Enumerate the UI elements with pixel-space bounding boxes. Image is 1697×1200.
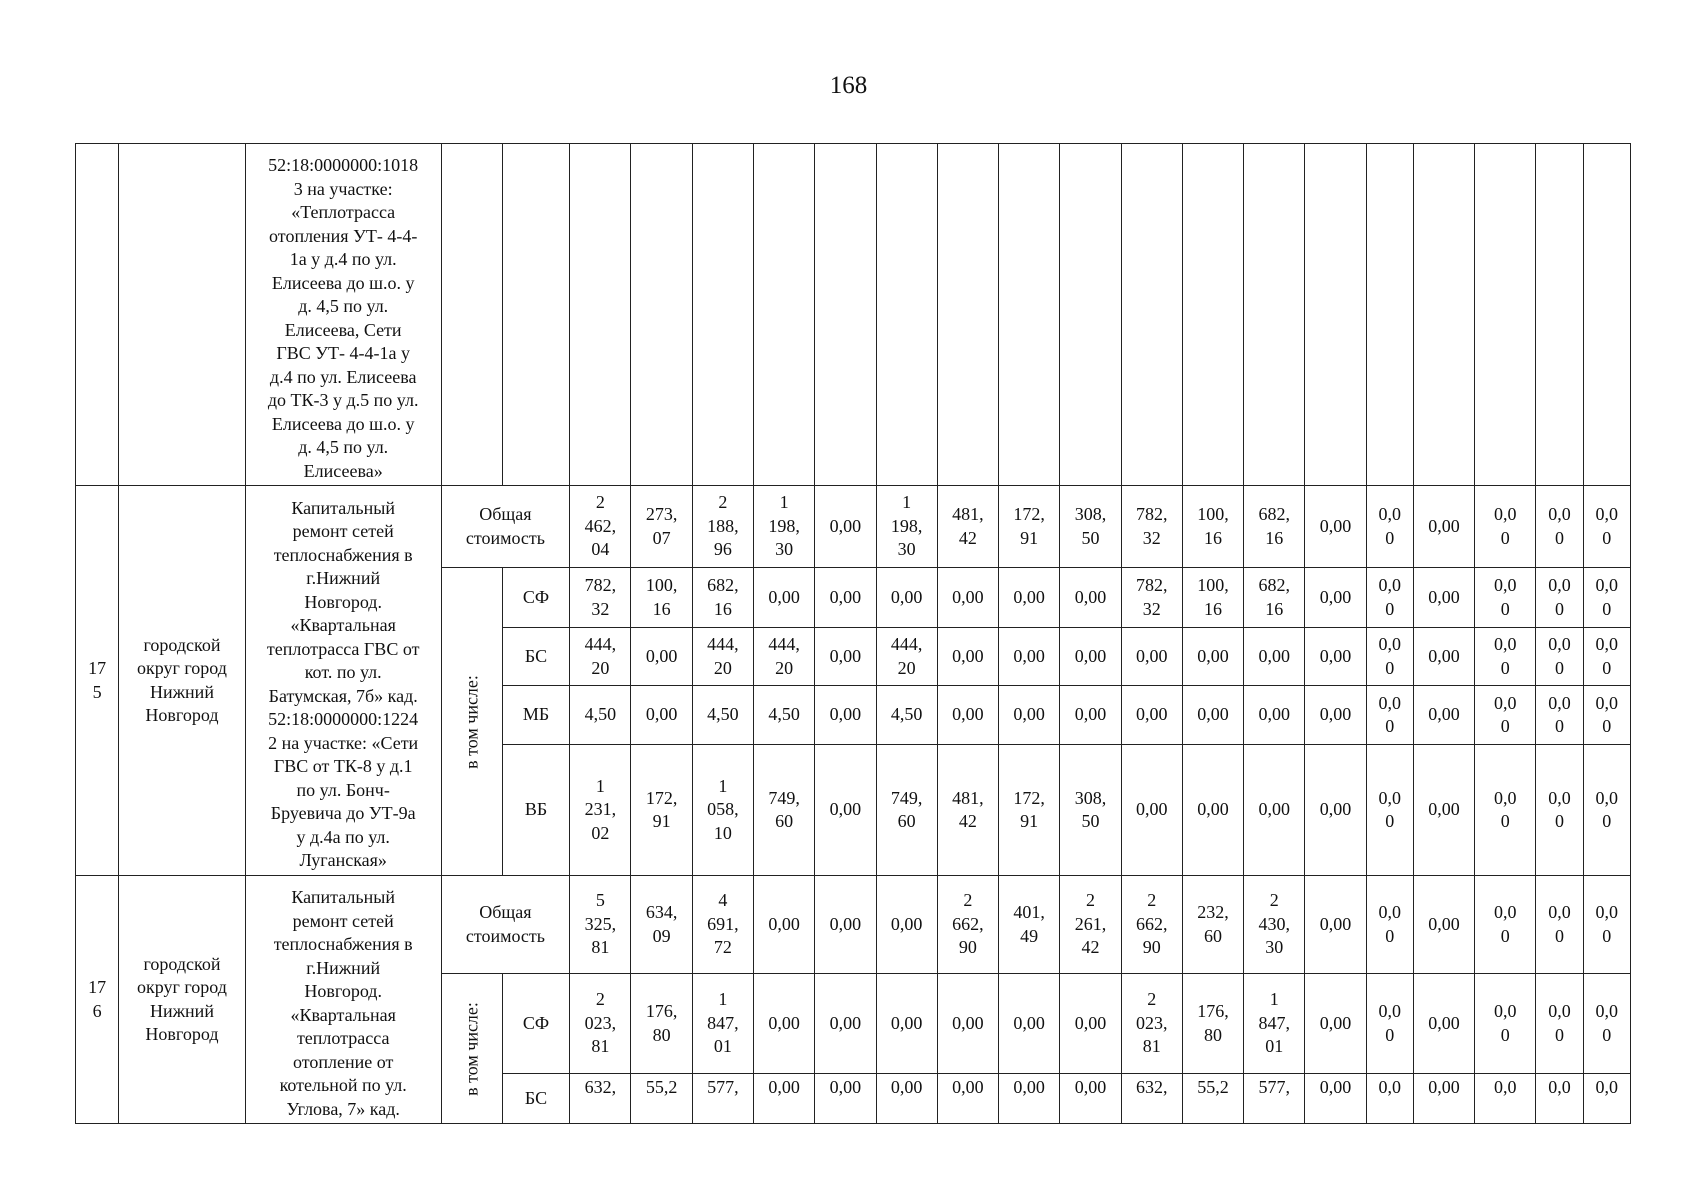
value-cell bbox=[815, 144, 876, 486]
value-cell: 0,00 bbox=[1060, 974, 1121, 1074]
value-cell: 444, 20 bbox=[692, 628, 753, 686]
value-cell: 0,00 bbox=[1413, 876, 1474, 974]
value-cell: 0,00 bbox=[1413, 628, 1474, 686]
value-cell bbox=[1413, 144, 1474, 486]
value-cell: 749, 60 bbox=[876, 745, 937, 876]
value-cell: 2 261, 42 bbox=[1060, 876, 1121, 974]
value-cell: 0,00 bbox=[1413, 974, 1474, 1074]
value-cell: 0,00 bbox=[937, 686, 998, 745]
value-cell: 1 847, 01 bbox=[692, 974, 753, 1074]
value-cell: 0,00 bbox=[753, 876, 814, 974]
municipality-cell: городской округ город Нижний Новгород bbox=[119, 876, 246, 1124]
value-cell: 0,00 bbox=[1413, 686, 1474, 745]
value-cell: 0,00 bbox=[1121, 686, 1182, 745]
funding-source-label: ВБ bbox=[502, 745, 569, 876]
funding-source-label: БС bbox=[502, 628, 569, 686]
value-cell: 172, 91 bbox=[999, 745, 1060, 876]
value-cell: 0,0 0 bbox=[1475, 686, 1536, 745]
value-cell: 0,00 bbox=[815, 568, 876, 628]
value-cell: 0,0 0 bbox=[1536, 745, 1583, 876]
label-cell bbox=[441, 144, 502, 486]
value-cell: 481, 42 bbox=[937, 486, 998, 568]
value-cell: 2 662, 90 bbox=[1121, 876, 1182, 974]
value-cell: 682, 16 bbox=[692, 568, 753, 628]
value-cell: 0,00 bbox=[999, 974, 1060, 1074]
value-cell: 172, 91 bbox=[631, 745, 692, 876]
value-cell: 682, 16 bbox=[1244, 568, 1305, 628]
value-cell: 0,00 bbox=[1182, 745, 1243, 876]
value-cell: 0,0 0 bbox=[1475, 486, 1536, 568]
value-cell: 0,0 0 bbox=[1475, 745, 1536, 876]
value-cell: 0,0 0 bbox=[1536, 628, 1583, 686]
value-cell: 0,00 bbox=[815, 876, 876, 974]
record-number: 17 5 bbox=[76, 486, 119, 876]
value-cell: 632, bbox=[1121, 1074, 1182, 1124]
value-cell: 782, 32 bbox=[570, 568, 631, 628]
value-cell: 481, 42 bbox=[937, 745, 998, 876]
value-cell bbox=[1244, 144, 1305, 486]
value-cell: 0,00 bbox=[815, 974, 876, 1074]
value-cell: 0,00 bbox=[815, 686, 876, 745]
value-cell: 0,00 bbox=[1182, 686, 1243, 745]
table-row bbox=[76, 876, 1631, 974]
value-cell: 1 847, 01 bbox=[1244, 974, 1305, 1074]
value-cell: 0,00 bbox=[1413, 745, 1474, 876]
value-cell: 0,00 bbox=[937, 628, 998, 686]
value-cell: 0,0 0 bbox=[1366, 486, 1413, 568]
value-cell: 1 198, 30 bbox=[876, 486, 937, 568]
value-cell: 0,0 bbox=[1583, 1074, 1630, 1124]
value-cell bbox=[937, 144, 998, 486]
value-cell bbox=[692, 144, 753, 486]
value-cell: 0,00 bbox=[1060, 568, 1121, 628]
including-label-text: в том числе: bbox=[461, 1001, 481, 1096]
funding-source-label: БС bbox=[502, 1074, 569, 1124]
value-cell: 5 325, 81 bbox=[570, 876, 631, 974]
value-cell: 0,00 bbox=[876, 1074, 937, 1124]
value-cell: 0,0 0 bbox=[1536, 568, 1583, 628]
total-cost-label: Общая стоимость bbox=[441, 876, 570, 974]
value-cell bbox=[1536, 144, 1583, 486]
value-cell: 0,0 0 bbox=[1583, 686, 1630, 745]
value-cell: 0,0 0 bbox=[1583, 745, 1630, 876]
value-cell: 0,00 bbox=[1121, 628, 1182, 686]
table-row bbox=[76, 486, 1631, 568]
value-cell: 4,50 bbox=[692, 686, 753, 745]
value-cell: 0,00 bbox=[753, 568, 814, 628]
value-cell: 0,0 0 bbox=[1366, 568, 1413, 628]
description-cell: Капитальный ремонт сетей теплоснабжения в г.Нижний Новгород. «Квартальная теплотрасса отопление от котельной по ул. Углова, 7» кад. bbox=[245, 876, 441, 1124]
value-cell: 444, 20 bbox=[570, 628, 631, 686]
value-cell: 632, bbox=[570, 1074, 631, 1124]
value-cell: 0,0 0 bbox=[1583, 568, 1630, 628]
value-cell: 782, 32 bbox=[1121, 568, 1182, 628]
value-cell: 0,00 bbox=[815, 628, 876, 686]
value-cell: 0,00 bbox=[1305, 568, 1366, 628]
value-cell: 0,0 0 bbox=[1475, 876, 1536, 974]
value-cell: 0,0 0 bbox=[1475, 568, 1536, 628]
value-cell: 4,50 bbox=[876, 686, 937, 745]
value-cell: 176, 80 bbox=[1182, 974, 1243, 1074]
value-cell: 0,0 0 bbox=[1366, 686, 1413, 745]
value-cell: 0,0 0 bbox=[1583, 974, 1630, 1074]
municipality-cell: городской округ город Нижний Новгород bbox=[119, 486, 246, 876]
value-cell: 0,00 bbox=[1305, 974, 1366, 1074]
value-cell: 2 662, 90 bbox=[937, 876, 998, 974]
value-cell: 0,0 0 bbox=[1536, 686, 1583, 745]
value-cell: 0,00 bbox=[1413, 568, 1474, 628]
value-cell: 444, 20 bbox=[876, 628, 937, 686]
value-cell bbox=[999, 144, 1060, 486]
value-cell bbox=[876, 144, 937, 486]
value-cell: 0,00 bbox=[1182, 628, 1243, 686]
value-cell: 0,00 bbox=[1060, 628, 1121, 686]
value-cell: 0,00 bbox=[1305, 745, 1366, 876]
value-cell: 0,00 bbox=[1305, 686, 1366, 745]
value-cell: 0,00 bbox=[999, 686, 1060, 745]
page-number: 168 bbox=[829, 72, 868, 99]
value-cell: 232, 60 bbox=[1182, 876, 1243, 974]
funding-source-label: МБ bbox=[502, 686, 569, 745]
num-cell bbox=[76, 144, 119, 486]
value-cell: 0,0 0 bbox=[1366, 876, 1413, 974]
value-cell: 4,50 bbox=[570, 686, 631, 745]
value-cell: 0,00 bbox=[1244, 628, 1305, 686]
value-cell: 0,00 bbox=[937, 1074, 998, 1124]
value-cell: 0,00 bbox=[1244, 745, 1305, 876]
value-cell: 0,00 bbox=[1305, 876, 1366, 974]
value-cell: 682, 16 bbox=[1244, 486, 1305, 568]
value-cell: 0,00 bbox=[815, 1074, 876, 1124]
value-cell: 0,00 bbox=[631, 686, 692, 745]
record-number: 17 6 bbox=[76, 876, 119, 1124]
value-cell: 0,00 bbox=[1413, 1074, 1474, 1124]
value-cell bbox=[1366, 144, 1413, 486]
value-cell: 100, 16 bbox=[631, 568, 692, 628]
value-cell: 401, 49 bbox=[999, 876, 1060, 974]
value-cell: 100, 16 bbox=[1182, 568, 1243, 628]
value-cell: 0,00 bbox=[999, 1074, 1060, 1124]
value-cell: 2 023, 81 bbox=[570, 974, 631, 1074]
funding-source-label: СФ bbox=[502, 974, 569, 1074]
value-cell: 2 430, 30 bbox=[1244, 876, 1305, 974]
including-label-text: в том числе: bbox=[461, 674, 481, 769]
value-cell: 0,0 bbox=[1536, 1074, 1583, 1124]
description-cell: 52:18:0000000:1018 3 на участке: «Теплотрасса отопления УТ- 4-4- 1а у д.4 по ул. Елисеева до ш.о. у д. 4,5 по ул. Елисеева, Сети ГВС УТ- 4-4-1а у д.4 по ул. Елисеева до ТК-3 у д.5 по ул. Елисеева до ш.о. у д. 4,5 по ул. Елисеева» bbox=[245, 144, 441, 486]
value-cell: 0,00 bbox=[937, 974, 998, 1074]
value-cell: 0,0 0 bbox=[1536, 876, 1583, 974]
value-cell: 0,00 bbox=[876, 568, 937, 628]
value-cell: 55,2 bbox=[631, 1074, 692, 1124]
including-label bbox=[441, 568, 502, 876]
value-cell: 308, 50 bbox=[1060, 486, 1121, 568]
value-cell: 0,0 bbox=[1475, 1074, 1536, 1124]
value-cell: 4,50 bbox=[753, 686, 814, 745]
value-cell bbox=[570, 144, 631, 486]
value-cell: 0,0 0 bbox=[1536, 974, 1583, 1074]
value-cell: 2 023, 81 bbox=[1121, 974, 1182, 1074]
value-cell: 172, 91 bbox=[999, 486, 1060, 568]
including-label bbox=[441, 974, 502, 1124]
value-cell: 0,00 bbox=[937, 568, 998, 628]
value-cell: 308, 50 bbox=[1060, 745, 1121, 876]
value-cell: 0,00 bbox=[999, 568, 1060, 628]
value-cell bbox=[1182, 144, 1243, 486]
value-cell: 100, 16 bbox=[1182, 486, 1243, 568]
value-cell: 0,00 bbox=[876, 876, 937, 974]
value-cell: 1 231, 02 bbox=[570, 745, 631, 876]
total-cost-label: Общая стоимость bbox=[441, 486, 570, 568]
value-cell: 0,0 0 bbox=[1583, 628, 1630, 686]
value-cell: 0,00 bbox=[999, 628, 1060, 686]
value-cell bbox=[1475, 144, 1536, 486]
value-cell: 0,00 bbox=[753, 1074, 814, 1124]
value-cell: 0,0 0 bbox=[1583, 486, 1630, 568]
value-cell: 0,00 bbox=[753, 974, 814, 1074]
value-cell: 634, 09 bbox=[631, 876, 692, 974]
value-cell: 782, 32 bbox=[1121, 486, 1182, 568]
value-cell: 0,0 0 bbox=[1366, 974, 1413, 1074]
value-cell: 0,00 bbox=[1305, 628, 1366, 686]
value-cell: 444, 20 bbox=[753, 628, 814, 686]
description-cell: Капитальный ремонт сетей теплоснабжения в г.Нижний Новгород. «Квартальная теплотрасса ГВС от кот. по ул. Батумская, 7б» кад. 52:18:0000000:1224 2 на участке: «Сети ГВС от ТК-8 у д.1 по ул. Бонч- Бруевича до УТ-9а у д.4а по ул. Луганская» bbox=[245, 486, 441, 876]
value-cell: 0,00 bbox=[1121, 745, 1182, 876]
funding-source-label: СФ bbox=[502, 568, 569, 628]
value-cell: 273, 07 bbox=[631, 486, 692, 568]
value-cell: 0,00 bbox=[1305, 486, 1366, 568]
value-cell bbox=[753, 144, 814, 486]
value-cell: 0,0 0 bbox=[1475, 628, 1536, 686]
value-cell: 0,0 0 bbox=[1366, 745, 1413, 876]
sublabel-cell bbox=[502, 144, 569, 486]
value-cell: 2 188, 96 bbox=[692, 486, 753, 568]
value-cell: 0,00 bbox=[1244, 686, 1305, 745]
value-cell: 577, bbox=[1244, 1074, 1305, 1124]
value-cell: 2 462, 04 bbox=[570, 486, 631, 568]
municipality-cell bbox=[119, 144, 246, 486]
value-cell: 0,0 bbox=[1366, 1074, 1413, 1124]
value-cell: 577, bbox=[692, 1074, 753, 1124]
value-cell: 0,00 bbox=[1060, 1074, 1121, 1124]
value-cell: 0,00 bbox=[631, 628, 692, 686]
value-cell: 0,0 0 bbox=[1366, 628, 1413, 686]
table-row-continuation bbox=[76, 144, 1631, 486]
value-cell: 0,0 0 bbox=[1475, 974, 1536, 1074]
value-cell: 0,00 bbox=[1060, 686, 1121, 745]
value-cell bbox=[1305, 144, 1366, 486]
budget-table bbox=[75, 143, 1631, 1124]
value-cell: 55,2 bbox=[1182, 1074, 1243, 1124]
value-cell: 0,0 0 bbox=[1536, 486, 1583, 568]
value-cell: 1 058, 10 bbox=[692, 745, 753, 876]
value-cell bbox=[1583, 144, 1630, 486]
value-cell: 0,00 bbox=[1413, 486, 1474, 568]
value-cell: 749, 60 bbox=[753, 745, 814, 876]
value-cell bbox=[1121, 144, 1182, 486]
value-cell bbox=[1060, 144, 1121, 486]
value-cell bbox=[631, 144, 692, 486]
value-cell: 0,00 bbox=[815, 745, 876, 876]
value-cell: 1 198, 30 bbox=[753, 486, 814, 568]
value-cell: 0,00 bbox=[876, 974, 937, 1074]
value-cell: 0,00 bbox=[1305, 1074, 1366, 1124]
value-cell: 0,0 0 bbox=[1583, 876, 1630, 974]
value-cell: 176, 80 bbox=[631, 974, 692, 1074]
value-cell: 4 691, 72 bbox=[692, 876, 753, 974]
value-cell: 0,00 bbox=[815, 486, 876, 568]
